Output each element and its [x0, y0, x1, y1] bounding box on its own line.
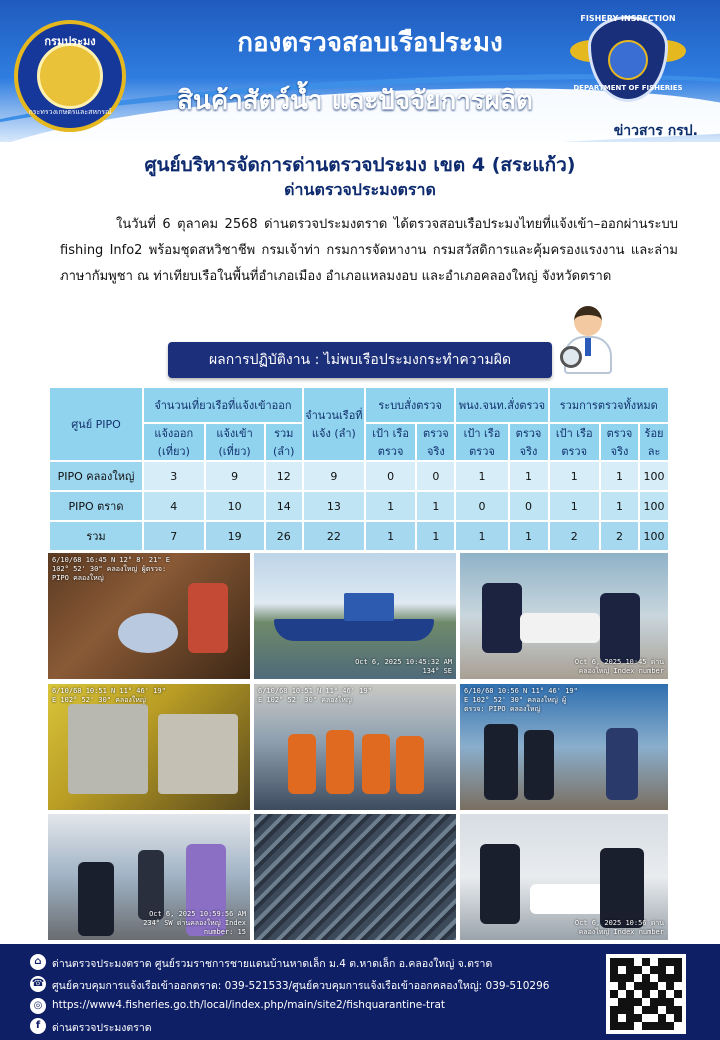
- cell-off-target: 1: [456, 522, 507, 550]
- cell-off-actual: 0: [510, 492, 548, 520]
- officer: [606, 728, 638, 800]
- home-icon: ⌂: [30, 954, 46, 970]
- crew-member: [396, 736, 424, 794]
- officer: [482, 583, 522, 653]
- sub-percent: ร้อยละ: [640, 424, 668, 460]
- globe-icon: ◎: [30, 998, 46, 1014]
- crew-member: [362, 734, 390, 794]
- cell-sys-actual: 1: [417, 492, 454, 520]
- officer: [600, 593, 640, 663]
- cell-off-target: 1: [456, 462, 507, 490]
- cell-out: 7: [144, 522, 204, 550]
- inspector-head: [574, 306, 602, 336]
- inspector-tie: [585, 338, 591, 356]
- basket: [118, 613, 178, 653]
- boat-hull: [274, 619, 434, 641]
- photo-fish-catch: [48, 684, 250, 810]
- sub-tot-target: เป้า เรือตรวจ: [550, 424, 599, 460]
- result-banner: ผลการปฏิบัติงาน : ไม่พบเรือประมงกระทำความผิด: [168, 342, 552, 378]
- fish-pile: [68, 704, 148, 794]
- officer: [524, 730, 554, 800]
- header-officer: พนง.จนท.สั่งตรวจ: [456, 388, 547, 422]
- officer: [600, 848, 644, 928]
- header-boats: จำนวนเรือที่แจ้ง (ลำ): [304, 388, 364, 460]
- footer-facebook[interactable]: ด่านตรวจประมงตราด: [52, 1022, 152, 1034]
- cell-percent: 100: [640, 462, 668, 490]
- facebook-icon: f: [30, 1018, 46, 1034]
- cell-out: 3: [144, 462, 204, 490]
- cell-boats: 22: [304, 522, 364, 550]
- photo-paperwork: [460, 814, 668, 940]
- sub-off-target: เป้า เรือตรวจ: [456, 424, 507, 460]
- logo-right-top-text: FISHERY INSPECTION: [580, 14, 676, 23]
- sub-off-actual: ตรวจจริง: [510, 424, 548, 460]
- footer-phone: ศูนย์ควบคุมการแจ้งเรือเข้าออกตราด: 039-521533/ศูนย์ควบคุมการแจ้งเรือเข้าออกคลองใหญ่: 039-510296: [52, 980, 550, 992]
- cell-in: 10: [206, 492, 264, 520]
- header-title-line2: สินค้าสัตว์น้ำ และปัจจัยการผลิต: [177, 86, 533, 116]
- footer-url[interactable]: https://www4.fisheries.go.th/local/index.php/main/site2/fishquarantine-trat: [52, 999, 446, 1011]
- logo-left-bottom-text: กระทรวงเกษตรและสหกรณ์: [28, 108, 112, 116]
- desk-papers: [520, 613, 600, 643]
- cell-sys-target: 1: [366, 522, 415, 550]
- photo-fishing-boat: [254, 553, 456, 679]
- cell-in: 9: [206, 462, 264, 490]
- header-total: รวมการตรวจทั้งหมด: [550, 388, 669, 422]
- row-label: PIPO คลองใหญ่: [50, 462, 142, 490]
- sub-in: แจ้งเข้า (เที่ยว): [206, 424, 264, 460]
- photo-stamp: Oct 6, 2025 10:45 ด่านคลองใหญ่ Index number: [574, 658, 664, 675]
- sub-sum: รวม (ลำ): [266, 424, 302, 460]
- cell-sum: 14: [266, 492, 302, 520]
- cell-off-actual: 1: [510, 522, 548, 550]
- cell-sys-target: 0: [366, 462, 415, 490]
- cell-out: 4: [144, 492, 204, 520]
- table-row: [50, 462, 668, 490]
- phone-icon: ☎: [30, 976, 46, 992]
- header-trips: จำนวนเที่ยวเรือที่แจ้งเข้าออก: [144, 388, 302, 422]
- crew-member: [326, 730, 354, 794]
- table-row: [50, 492, 668, 520]
- cell-percent: 100: [640, 492, 668, 520]
- cell-sum: 26: [266, 522, 302, 550]
- cell-tot-target: 1: [550, 462, 599, 490]
- center-heading: ศูนย์บริหารจัดการด่านตรวจประมง เขต 4 (สระแก้ว): [144, 154, 576, 176]
- photo-stamp: 6/10/68 16:45 N 12° 8' 21" E 102° 52' 30" คลองใหญ่ ผู้ตรวจ: PIPO คลองใหญ่: [52, 556, 171, 582]
- cell-off-target: 0: [456, 492, 507, 520]
- officer: [78, 862, 114, 936]
- inspection-stats-table: [48, 386, 670, 552]
- sub-sys-actual: ตรวจจริง: [417, 424, 454, 460]
- cell-off-actual: 1: [510, 462, 548, 490]
- photo-stamp: Oct 6, 2025 10:45:32 AM 134° SE: [355, 658, 452, 675]
- cell-tot-actual: 1: [601, 462, 638, 490]
- cell-sys-actual: 0: [417, 462, 454, 490]
- header-title-line1: กองตรวจสอบเรือประมง: [237, 28, 503, 58]
- sub-out: แจ้งออก (เที่ยว): [144, 424, 204, 460]
- photo-crew: [254, 684, 456, 810]
- fish-pile: [158, 714, 238, 794]
- row-label: รวม: [50, 522, 142, 550]
- inspector-illustration-icon: [560, 306, 616, 376]
- cell-tot-actual: 1: [601, 492, 638, 520]
- table-row-total: [50, 522, 668, 550]
- sub-sys-target: เป้า เรือตรวจ: [366, 424, 415, 460]
- cell-sys-actual: 1: [417, 522, 454, 550]
- header-system: ระบบสั่งตรวจ: [366, 388, 455, 422]
- photo-dried-fish: [254, 814, 456, 940]
- report-paragraph: ในวันที่ 6 ตุลาคม 2568 ด่านตรวจประมงตราด ได้ตรวจสอบเรือประมงไทยที่แจ้งเข้า–ออกผ่านระบบ fishing Info2 พร้อมชุดสหวิชาชีพ กรมเจ้าท่า กรมการจัดหางาน กรมสวัสดิการและคุ้มครองแรงงาน และล่ามภาษากัมพูชา ณ ท่าเทียบเรือในพื้นที่อำเภอเมือง อำเภอแหลมงอบ และอำเภอคลองใหญ่ จังหวัดตราด: [60, 217, 678, 284]
- header-pipo-center: ศูนย์ PIPO: [50, 388, 142, 460]
- logo-left-top-text: กรมประมง: [44, 35, 96, 48]
- news-tag: ข่าวสาร กรป.: [613, 123, 698, 139]
- magnifier-icon: [560, 346, 582, 368]
- photo-dock-meeting: [48, 814, 250, 940]
- qr-code[interactable]: [606, 954, 686, 1034]
- row-label: PIPO ตราด: [50, 492, 142, 520]
- photo-stamp: 6/10/68 10:56 N 11° 46' 19" E 102° 52' 30" คลองใหญ่ ผู้ตรวจ: PIPO คลองใหญ่: [464, 687, 578, 713]
- cell-boats: 9: [304, 462, 364, 490]
- cell-sum: 12: [266, 462, 302, 490]
- cell-tot-target: 2: [550, 522, 599, 550]
- boat-cabin: [344, 593, 394, 621]
- officer: [480, 844, 520, 924]
- photo-fish-hold: [48, 553, 250, 679]
- checkpoint-heading: ด่านตรวจประมงตราด: [284, 180, 436, 199]
- cell-tot-target: 1: [550, 492, 599, 520]
- crew-member: [288, 734, 316, 794]
- cell-percent: 100: [640, 522, 668, 550]
- cell-boats: 13: [304, 492, 364, 520]
- sub-tot-actual: ตรวจจริง: [601, 424, 638, 460]
- logo-right-bottom-text: DEPARTMENT OF FISHERIES: [573, 84, 683, 92]
- fishery-inspection-logo: [572, 10, 684, 106]
- photo-pier-inspection: [460, 684, 668, 810]
- cell-sys-target: 1: [366, 492, 415, 520]
- photo-stamp: Oct 6, 2025 10:59:56 AM 234° SW ด่านคลองใหญ่ Index number: 15: [143, 910, 246, 936]
- qr-code-icon: [610, 958, 682, 1030]
- royal-emblem-icon: [37, 43, 103, 109]
- photo-stamp: Oct 6, 2025 10:56 ด่านคลองใหญ่ Index number: [574, 919, 664, 936]
- photo-document-check: [460, 553, 668, 679]
- officer: [484, 724, 518, 800]
- photo-stamp: 6/10/68 10:51 N 11° 46' 19" E 102° 52' 30" คลองใหญ่: [52, 687, 166, 704]
- department-of-fisheries-logo: [14, 20, 126, 132]
- crate: [188, 583, 228, 653]
- photo-stamp: 6/10/68 10:51 N 11° 46' 19" E 102° 52' 30" คลองใหญ่: [258, 687, 372, 704]
- badge-center-icon: [608, 40, 648, 80]
- footer-address: ด่านตรวจประมงตราด ศูนย์รวมราชการชายแดนบ้านหาดเล็ก ม.4 ต.หาดเล็ก อ.คลองใหญ่ จ.ตราด: [52, 958, 493, 970]
- cell-tot-actual: 2: [601, 522, 638, 550]
- cell-in: 19: [206, 522, 264, 550]
